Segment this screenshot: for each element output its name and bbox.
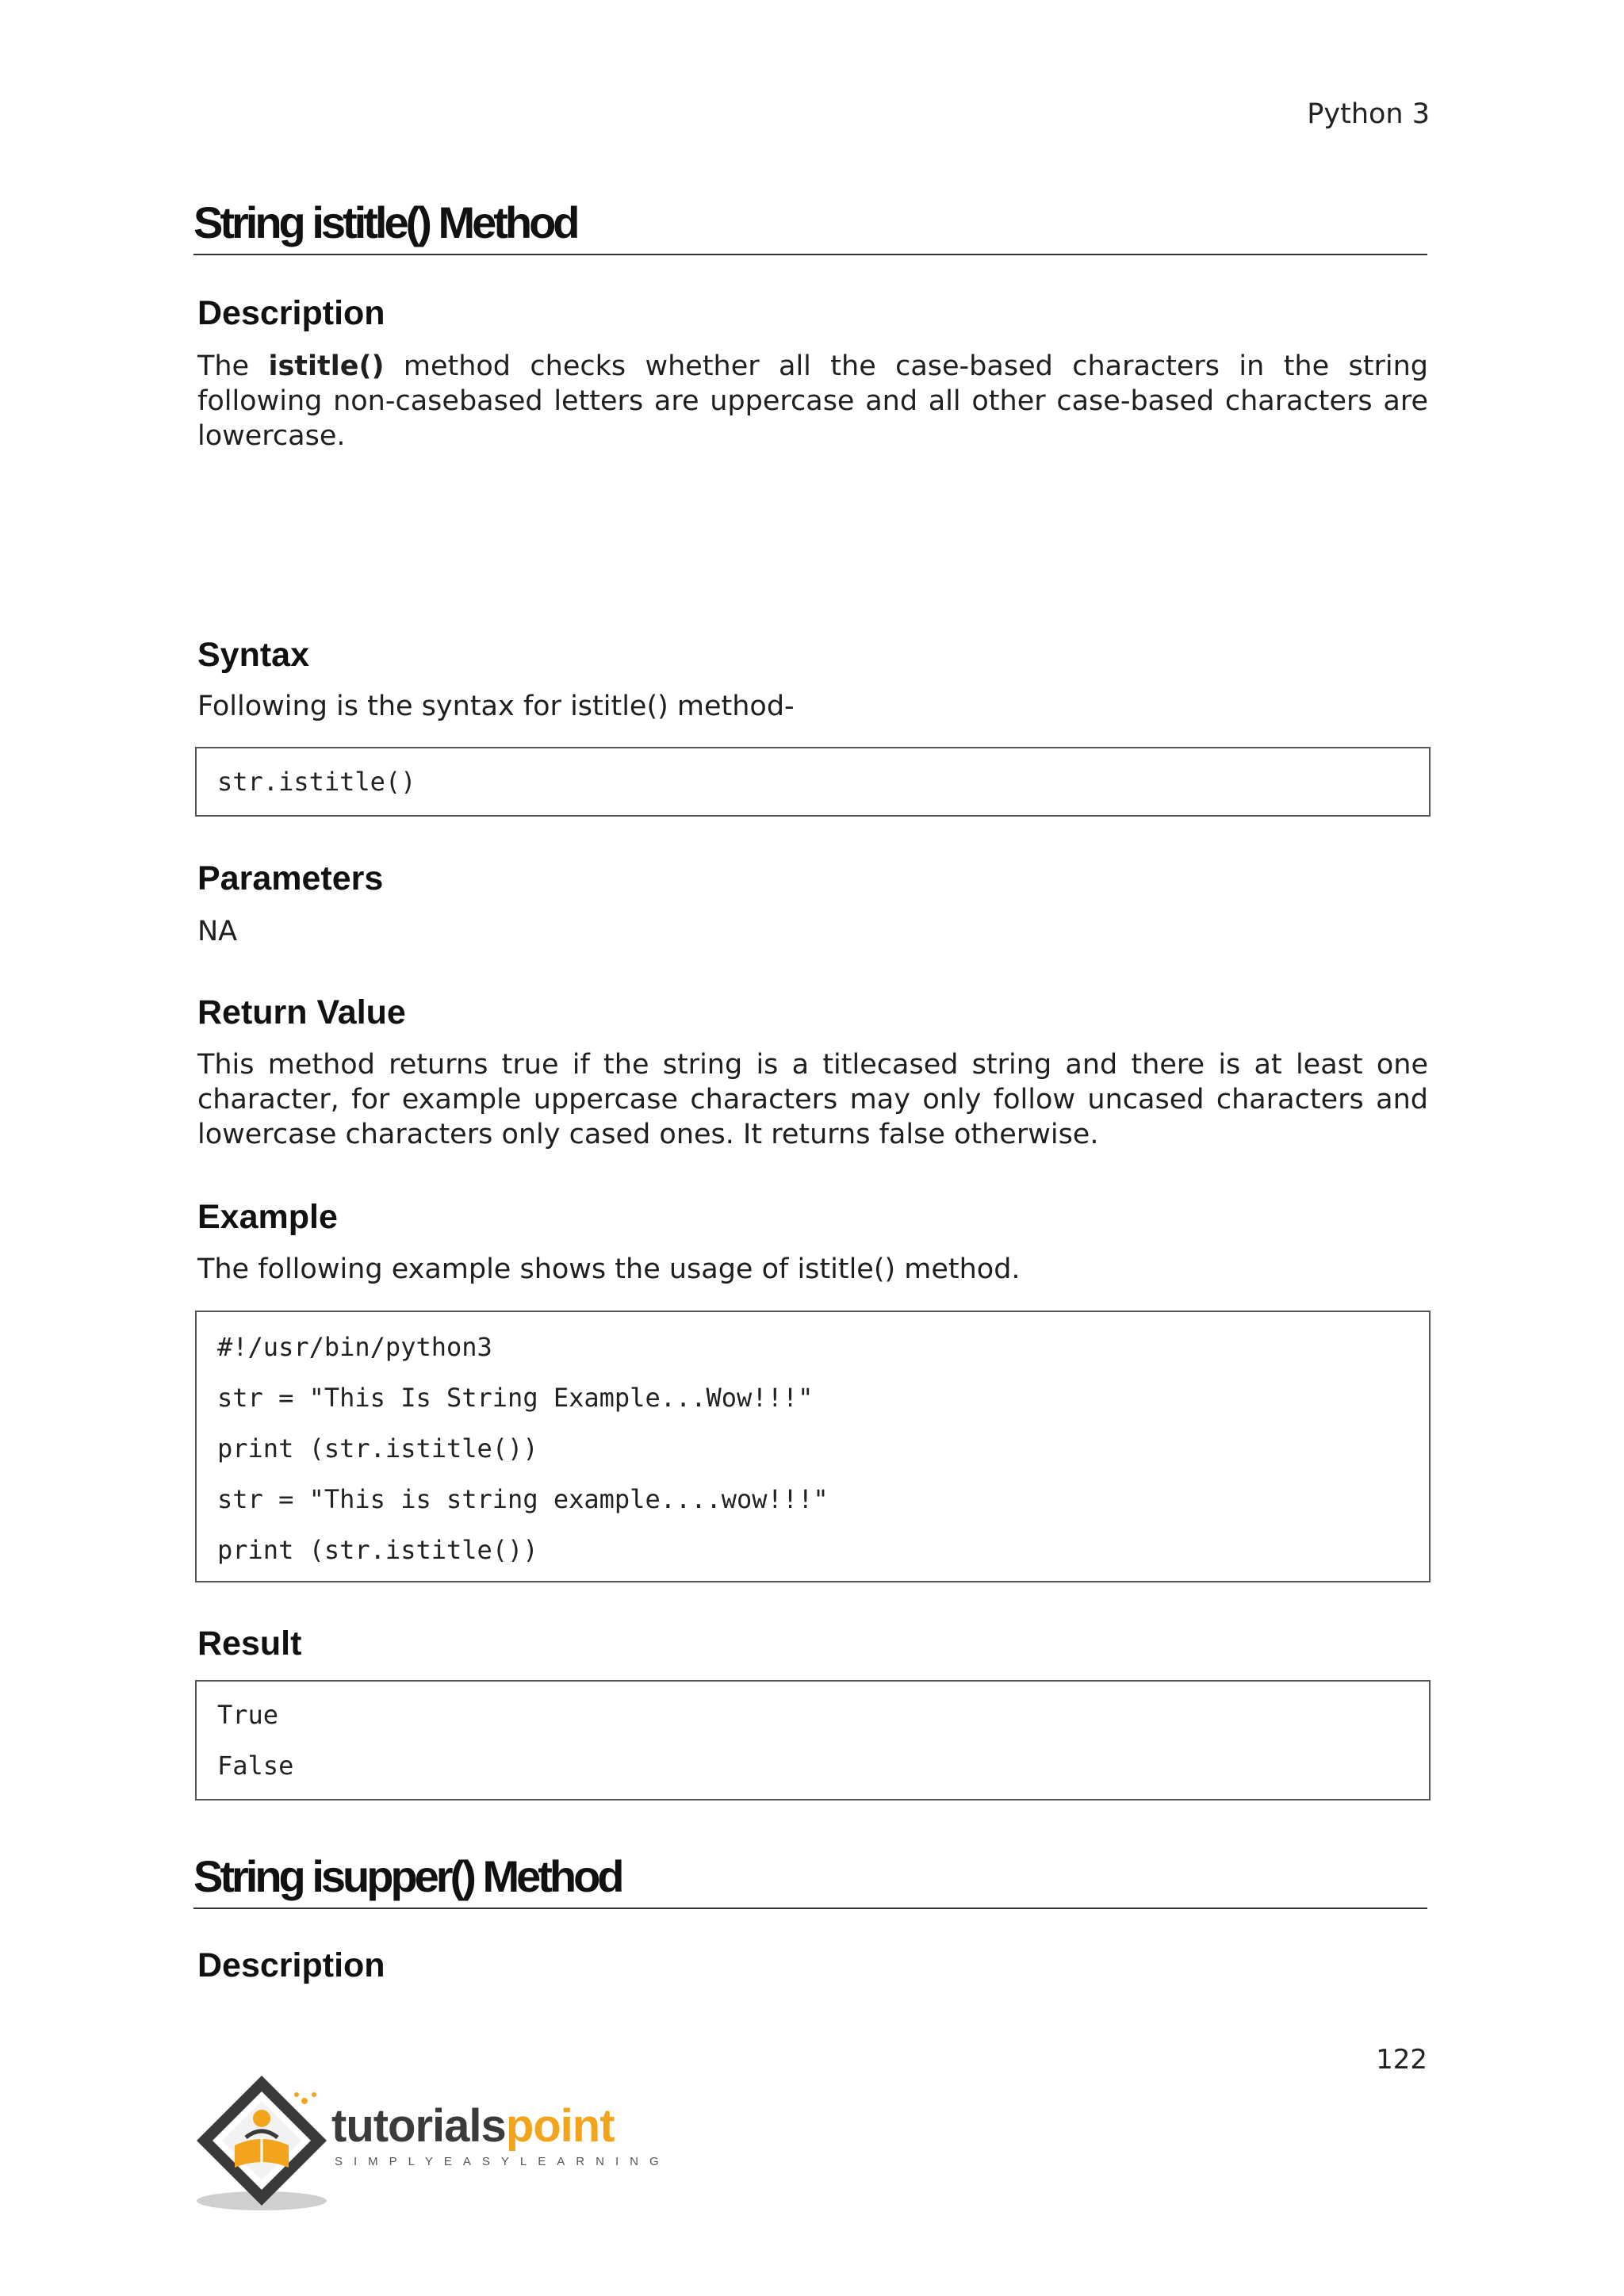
description-text: The istitle() method checks whether all the case-based characters in the string following non-casebased letters are uppercase and all other case-based characters are lowercase.: [197, 350, 1428, 452]
syntax-code-box: [195, 747, 1431, 817]
section-title-istitle: String istitle() Method: [193, 195, 1427, 255]
code-line: str = "This Is String Example...Wow!!!": [217, 1383, 814, 1413]
code-line: False: [217, 1751, 294, 1781]
example-code-box: [195, 1311, 1431, 1582]
parameters-text: NA: [197, 916, 238, 947]
syntax-heading: Syntax: [197, 636, 310, 674]
logo-diamond-icon: [193, 2069, 336, 2212]
return-value-text: This method returns true if the string is a titlecased string and there is at least one character, for example uppercase characters may only follow uncased characters and lowercase characters only cased ones. It returns false otherwise.: [197, 1049, 1428, 1150]
result-code-box: [195, 1680, 1431, 1800]
code-line: #!/usr/bin/python3: [217, 1332, 492, 1362]
method-name: istitle(): [268, 350, 385, 382]
code-line: True: [217, 1700, 279, 1730]
code-line: str.istitle(): [217, 767, 416, 797]
section-title-isupper: String isupper() Method: [193, 1849, 1427, 1909]
return-value-heading: Return Value: [197, 993, 406, 1031]
code-line: print (str.istitle()): [217, 1535, 538, 1565]
code-line: str = "This is string example....wow!!!": [217, 1484, 829, 1514]
syntax-intro: Following is the syntax for istitle() method-: [197, 691, 795, 722]
logo-tagline: SIMPLYEASYLEARNING: [335, 2155, 670, 2168]
example-heading: Example: [197, 1198, 338, 1236]
page-number: 122: [1376, 2044, 1427, 2076]
example-intro: The following example shows the usage of istitle() method.: [197, 1253, 1021, 1285]
tutorialspoint-logo: [193, 2069, 670, 2212]
result-heading: Result: [197, 1624, 302, 1663]
parameters-heading: Parameters: [197, 859, 384, 897]
code-line: print (str.istitle()): [217, 1433, 538, 1464]
description-heading-2: Description: [197, 1946, 385, 1984]
running-head: Python 3: [1307, 98, 1430, 130]
logo-wordmark: tutorialspoint: [331, 2100, 615, 2152]
description-heading: Description: [197, 294, 385, 332]
